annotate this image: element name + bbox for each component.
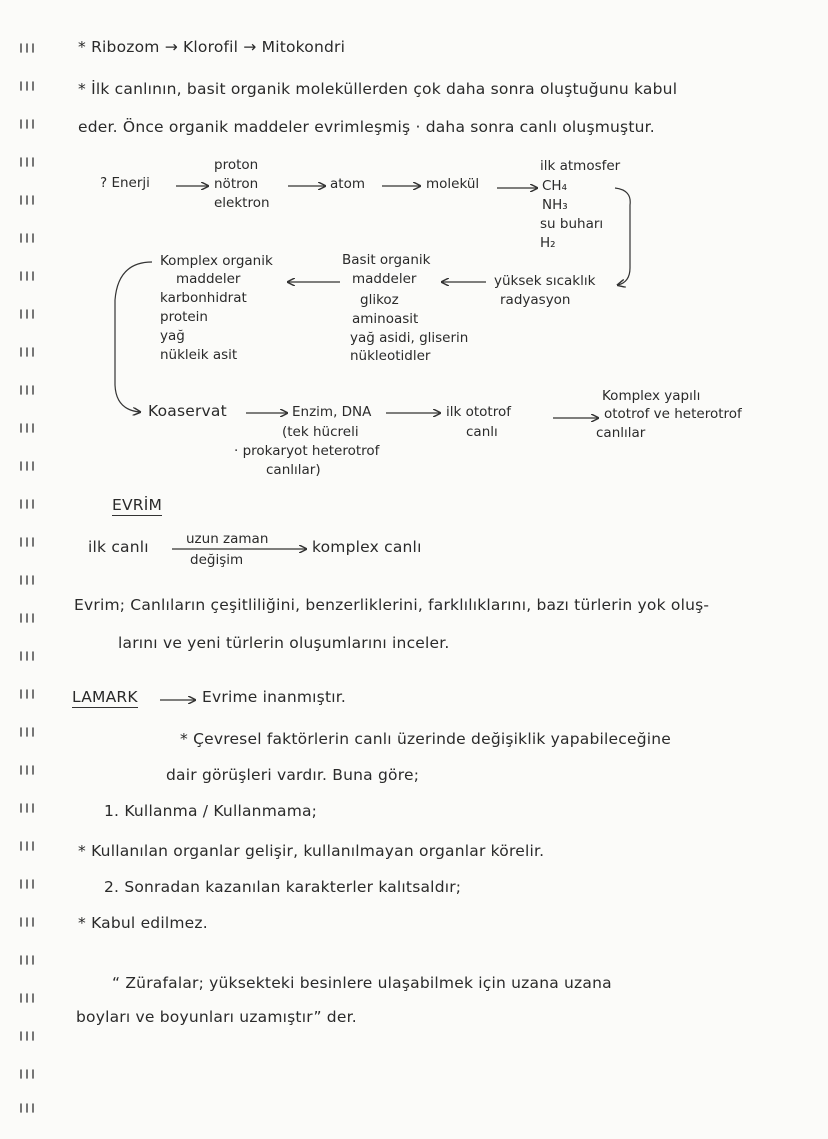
su-buhari-label: su buharı [540, 216, 604, 232]
proton-label: proton [214, 157, 259, 173]
ch4-label: CH₄ [542, 178, 567, 194]
giraffe-quote-line-2: boyları ve boyunları uzamıştır” der. [76, 1008, 357, 1026]
enerji-label: ? Enerji [100, 175, 150, 191]
ilk-canli-label: ilk canlı [88, 538, 149, 556]
tek-hucreli-label: (tek hücreli [282, 424, 359, 440]
protein-label: protein [160, 309, 208, 325]
lamark-item-2: 2. Sonradan kazanılan karakterler kalıtsaldır; [104, 878, 462, 896]
nukleik-asit-label: nükleik asit [160, 347, 238, 363]
lamark-item-2-note: * Kabul edilmez. [78, 914, 208, 932]
aminoasit-label: aminoasit [352, 311, 419, 327]
evrim-definition-line-2: larını ve yeni türlerin oluşumlarını inceler. [118, 634, 450, 652]
koaservat-label: Koaservat [148, 402, 227, 420]
degisim-label: değişim [190, 552, 244, 568]
lamark-line-2: dair görüşleri vardır. Buna göre; [166, 766, 420, 784]
lamark-heading: LAMARK [72, 688, 138, 706]
nukleotidler-label: nükleotidler [350, 348, 431, 364]
basit-maddeler-label: maddeler [352, 271, 417, 287]
komplex-organik-label: Komplex organik [160, 253, 273, 269]
paragraph-line-2: eder. Önce organik maddeler evrimleşmiş · daha sonra canlı oluşmuştur. [78, 118, 655, 136]
giraffe-quote-line-1: “ Zürafalar; yüksekteki besinlere ulaşabilmek için uzana uzana [112, 974, 612, 992]
basit-organik-label: Basit organik [342, 252, 431, 268]
evrim-definition-line-1: Evrim; Canlıların çeşitliliğini, benzerliklerini, farklılıklarını, bazı türlerin yok oluş- [74, 596, 710, 614]
glikoz-label: glikoz [360, 292, 399, 308]
lamark-item-1: 1. Kullanma / Kullanmama; [104, 802, 318, 820]
enzim-dna-label: Enzim, DNA [292, 404, 372, 420]
prokaryot-label: · prokaryot heterotrof [234, 443, 380, 459]
lamark-subtitle: Evrime inanmıştır. [202, 688, 347, 706]
komplex-canli-label: komplex canlı [312, 538, 422, 556]
radyasyon-label: radyasyon [500, 292, 571, 308]
yuksek-sicaklik-label: yüksek sıcaklık [494, 273, 596, 289]
paragraph-line-1: * İlk canlının, basit organik moleküllerden çok daha sonra oluştuğunu kabul [78, 80, 678, 98]
spiral-binding [18, 40, 42, 1120]
ilk-ototrof-canli-label: canlı [466, 424, 498, 440]
molekul-label: molekül [426, 176, 480, 192]
canlilar-paren-label: canlılar) [266, 462, 321, 478]
komplex-maddeler-label: maddeler [176, 271, 241, 287]
h2-label: H₂ [540, 235, 556, 251]
ototrof-heterotrof-label: ototrof ve heterotrof [604, 406, 742, 422]
lamark-line-1: * Çevresel faktörlerin canlı üzerinde değişiklik yapabileceğine [180, 730, 671, 748]
yag-asidi-label: yağ asidi, gliserin [350, 330, 469, 346]
organelle-line: * Ribozom → Klorofil → Mitokondri [78, 38, 346, 56]
lamark-item-1-note: * Kullanılan organlar gelişir, kullanılmayan organlar körelir. [78, 842, 545, 860]
evrim-heading: EVRİM [112, 496, 163, 514]
karbonhidrat-label: karbonhidrat [160, 290, 247, 306]
elektron-label: elektron [214, 195, 270, 211]
ilk-ototrof-label: ilk ototrof [446, 404, 511, 420]
yag-label: yağ [160, 328, 185, 344]
canlilar-label: canlılar [596, 425, 646, 441]
uzun-zaman-label: uzun zaman [186, 531, 269, 547]
ilk-atmosfer-label: ilk atmosfer [540, 158, 621, 174]
atom-label: atom [330, 176, 365, 192]
komplex-yapili-label: Komplex yapılı [602, 388, 701, 404]
nh3-label: NH₃ [542, 197, 568, 213]
notron-label: nötron [214, 176, 259, 192]
